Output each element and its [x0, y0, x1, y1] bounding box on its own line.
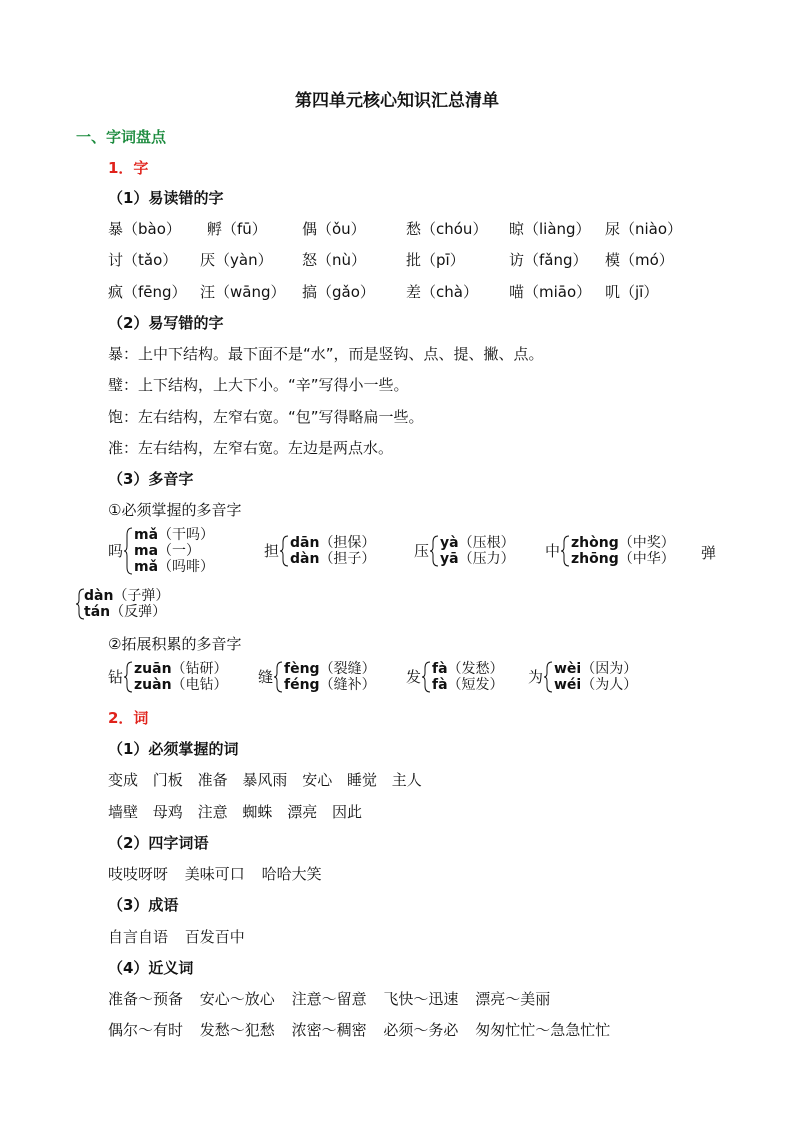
poly-pinyin: zhōng [571, 551, 619, 567]
poly-char: 吗 [108, 542, 124, 560]
brace-icon [124, 661, 134, 693]
poly-char: 担 [264, 542, 280, 560]
poly-word: （裂缝） [319, 661, 376, 677]
word: 美味可口 [184, 865, 245, 883]
easy-read-cell: 汪（wāng） [200, 283, 286, 301]
page-title: 第四单元核心知识汇总清单 [295, 91, 499, 111]
easy-read-cell: 喵（miāo） [509, 283, 592, 301]
subsection-char: 1．字 [108, 159, 149, 177]
poly-group-ya [414, 535, 524, 567]
word: 吱吱呀呀 [108, 865, 169, 883]
poly-pinyin: féng [284, 677, 320, 693]
easy-read-cell: 访（fǎng） [509, 251, 588, 269]
word: 门板 [152, 771, 183, 789]
synonym-pair: 飞快～迅速 [383, 990, 459, 1008]
synonym-line-2 [108, 1019, 610, 1040]
poly-pinyin: dàn [84, 588, 114, 604]
poly-word: （中华） [618, 551, 675, 567]
easy-write-line: 璧：上下结构，上大下小。“辛”写得小一些。 [108, 376, 409, 394]
easy-read-cell: 模（mó） [605, 251, 674, 269]
poly-pinyin: wéi [554, 677, 582, 693]
poly-must-title: ①必须掌握的多音字 [108, 501, 242, 519]
poly-word: （因为） [581, 661, 638, 677]
brace-icon [422, 661, 432, 693]
poly-char: 缝 [258, 668, 274, 686]
section-heading: 一、字词盘点 [76, 128, 167, 146]
poly-word: （发愁） [447, 661, 504, 677]
heading-easy-read: （1）易读错的字 [108, 189, 224, 207]
poly-word: （吗啡） [158, 559, 215, 575]
synonym-pair: 安心～放心 [199, 990, 275, 1008]
poly-word: （缝补） [319, 677, 376, 693]
heading-synonym: （4）近义词 [108, 959, 194, 977]
poly-group-zuan [108, 661, 228, 693]
subsection-word: 2．词 [108, 709, 149, 727]
poly-pinyin: ma [134, 543, 159, 559]
poly-pinyin: dàn [290, 551, 320, 567]
poly-word: （担子） [319, 551, 376, 567]
synonym-pair: 发愁～犯愁 [199, 1021, 275, 1039]
poly-pinyin: yà [440, 535, 459, 551]
poly-group-tan [76, 588, 186, 620]
synonym-line-1 [108, 988, 550, 1009]
poly-word: （子弹） [113, 588, 170, 604]
easy-read-cell: 孵（fū） [207, 220, 267, 238]
poly-pinyin: tán [84, 604, 111, 620]
synonym-pair: 匆匆忙忙～急急忙忙 [475, 1021, 611, 1039]
poly-char: 弹 [701, 544, 717, 562]
heading-four-char: （2）四字词语 [108, 834, 209, 852]
easy-read-cell: 讨（tǎo） [108, 251, 178, 269]
synonym-pair: 漂亮～美丽 [475, 990, 551, 1008]
poly-word: （压根） [458, 535, 515, 551]
easy-read-cell: 暴（bào） [108, 220, 181, 238]
word: 安心 [302, 771, 333, 789]
synonym-pair: 准备～预备 [108, 990, 184, 1008]
word: 自言自语 [108, 928, 169, 946]
heading-easy-write: （2）易写错的字 [108, 314, 224, 332]
easy-read-cell: 叽（jī） [605, 283, 659, 301]
easy-write-line: 饱：左右结构，左窄右宽。“包”写得略扁一些。 [108, 408, 424, 426]
word: 哈哈大笑 [261, 865, 322, 883]
poly-pinyin: zhòng [571, 535, 619, 551]
poly-char: 中 [545, 542, 561, 560]
poly-group-fa [406, 661, 516, 693]
poly-pinyin: mǎ [134, 527, 159, 543]
word: 蜘蛛 [242, 803, 273, 821]
easy-read-cell: 怒（nù） [302, 251, 367, 269]
brace-icon [280, 535, 290, 567]
poly-group-wei [528, 661, 648, 693]
must-words-line-2 [108, 801, 362, 822]
poly-word: （中奖） [618, 535, 675, 551]
poly-pinyin: wèi [554, 661, 582, 677]
poly-pinyin: yā [440, 551, 459, 567]
poly-char: 为 [528, 668, 544, 686]
poly-ext-title: ②拓展积累的多音字 [108, 635, 242, 653]
heading-idiom: （3）成语 [108, 896, 179, 914]
brace-icon [544, 661, 554, 693]
word: 睡觉 [346, 771, 377, 789]
easy-read-cell: 厌（yàn） [200, 251, 273, 269]
poly-pinyin: fà [432, 677, 448, 693]
must-words-line-1 [108, 769, 422, 790]
easy-write-line: 准：左右结构，左窄右宽。左边是两点水。 [108, 439, 394, 457]
poly-group-dan [264, 535, 374, 567]
poly-word: （一） [158, 543, 201, 559]
easy-read-cell: 搞（gǎo） [302, 283, 375, 301]
easy-read-cell: 疯（fēng） [108, 283, 187, 301]
word: 因此 [331, 803, 362, 821]
word: 注意 [197, 803, 228, 821]
word: 主人 [391, 771, 422, 789]
poly-word: （干吗） [158, 527, 215, 543]
poly-word: （钻研） [171, 661, 228, 677]
word: 变成 [108, 771, 139, 789]
easy-read-cell: 批（pī） [406, 251, 465, 269]
word: 母鸡 [152, 803, 183, 821]
brace-icon [124, 527, 134, 575]
synonym-pair: 偶尔～有时 [108, 1021, 184, 1039]
word: 漂亮 [287, 803, 318, 821]
poly-pinyin: zuàn [134, 677, 172, 693]
easy-write-line: 暴：上中下结构。最下面不是“水”，而是竖钩、点、提、撇、点。 [108, 345, 544, 363]
brace-icon [430, 535, 440, 567]
poly-word: （担保） [319, 535, 376, 551]
easy-read-cell: 偶（ǒu） [302, 220, 366, 238]
poly-char: 压 [414, 542, 430, 560]
word: 百发百中 [184, 928, 245, 946]
poly-char: 发 [406, 668, 422, 686]
idiom-line [108, 926, 245, 947]
word: 准备 [197, 771, 228, 789]
poly-word: （反弹） [110, 604, 167, 620]
poly-group-feng [258, 661, 378, 693]
word: 暴风雨 [242, 771, 288, 789]
poly-word: （压力） [458, 551, 515, 567]
poly-pinyin: mǎ [134, 559, 159, 575]
word: 墙壁 [108, 803, 139, 821]
poly-word: （电钻） [171, 677, 228, 693]
easy-read-cell: 愁（chóu） [406, 220, 488, 238]
synonym-pair: 浓密～稠密 [291, 1021, 367, 1039]
poly-pinyin: fà [432, 661, 448, 677]
poly-group-zhong [545, 535, 675, 567]
heading-must-words: （1）必须掌握的词 [108, 740, 239, 758]
poly-word: （短发） [447, 677, 504, 693]
poly-pinyin: zuān [134, 661, 172, 677]
brace-icon [561, 535, 571, 567]
poly-word: （为人） [581, 677, 638, 693]
poly-pinyin: dān [290, 535, 320, 551]
four-char-line [108, 863, 322, 884]
easy-read-cell: 尿（niào） [605, 220, 683, 238]
poly-group-ma [108, 527, 218, 575]
synonym-pair: 必须～务必 [383, 1021, 459, 1039]
heading-polyphone: （3）多音字 [108, 470, 194, 488]
synonym-pair: 注意～留意 [291, 990, 367, 1008]
poly-pinyin: fèng [284, 661, 320, 677]
easy-read-cell: 晾（liàng） [509, 220, 591, 238]
poly-char: 钻 [108, 668, 124, 686]
easy-read-cell: 差（chà） [406, 283, 478, 301]
brace-icon [274, 661, 284, 693]
